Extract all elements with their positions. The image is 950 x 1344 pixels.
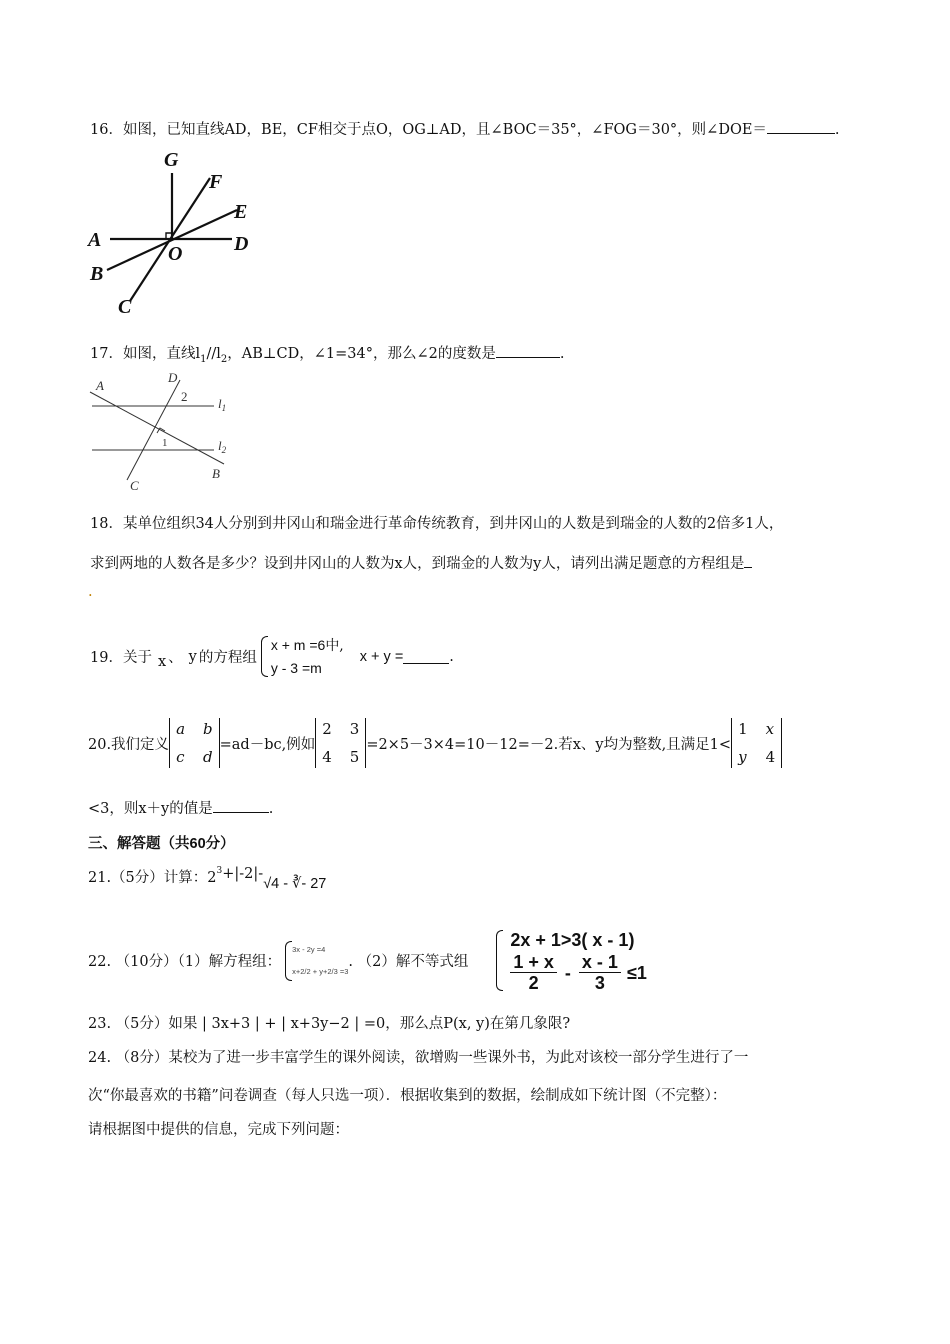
answer-blank xyxy=(213,798,269,813)
q17-text: 17．如图，直线$l_1//l_2$，AB⊥CD，∠1=34°，那么∠2的度数是 . xyxy=(90,342,564,365)
label-g: G xyxy=(164,149,179,171)
q21-text: 21.（5分）计算：2 $^3$ +|-2|- √4 - ∛- 27 xyxy=(88,866,327,892)
q19-text: 19．关于 x 、 y 的方程组 x + m =6中, y - 3 =m x + y = . xyxy=(90,634,454,679)
line-cd xyxy=(127,380,180,480)
q20-text: 20.我们定义 a b c d =ad－bc,例如 2 3 4 5 =2×5－3×4=10－12=－2.若x、y均为整数,且满足1< 1 x y 4 xyxy=(88,718,782,768)
q23-text: 23. （5分）如果 | 3x+3 | + | x+3y−2 | =0，那么点P(x, y)在第几象限? xyxy=(88,1016,571,1032)
q18-line3: . xyxy=(88,584,93,600)
q18-line2: 求到两地的人数各是多少？设到井冈山的人数为x人，到瑞金的人数为y人，请列出满足题意的方程组是 xyxy=(90,552,752,573)
answer-blank xyxy=(744,553,752,568)
line-ab xyxy=(90,392,227,464)
label-d: D xyxy=(168,370,178,385)
label-angle-2: 2 xyxy=(181,389,188,404)
q24-line1: 24. （8分）某校为了进一步丰富学生的课外阅读，欲增购一些课外书，为此对该校一部分学生进行了一 xyxy=(88,1050,749,1066)
label-b: B xyxy=(90,263,104,285)
section-title: 三、解答题（共60分） xyxy=(88,836,235,852)
determinant-example: 2 3 4 5 xyxy=(315,718,366,768)
label-angle-1: 1 xyxy=(162,437,168,449)
q24-line2: 次“你最喜欢的书籍”问卷调查（每人只选一项）．根据收集到的数据，绘制成如下统计图（不完整）： xyxy=(88,1088,727,1104)
label-d: D xyxy=(234,233,249,255)
label-o: O xyxy=(168,243,183,265)
q24-line3: 请根据图中提供的信息，完成下列问题： xyxy=(88,1122,349,1138)
label-a: A xyxy=(88,229,102,251)
q22-text: 22. （10分）（1）解方程组： 3x - 2y =4 x+2/2 + y+2/3 =3 . （2）解不等式组 2x + 1>3( x - 1) $\frac{1 + x}{2}$ - $\frac{x - 1}{3}$ ≤1 xyxy=(88,930,647,993)
label-b: B xyxy=(212,466,220,481)
q16-figure xyxy=(82,148,272,318)
label-c: C xyxy=(118,296,132,318)
label-l1: $l_1$ xyxy=(218,396,227,413)
label-f: F xyxy=(209,171,223,193)
determinant-definition: a b c d xyxy=(169,718,220,768)
equation-system: x + m =6中, y - 3 =m xyxy=(261,634,344,679)
answer-blank xyxy=(403,649,449,664)
answer-blank xyxy=(767,119,835,134)
q17-figure xyxy=(82,370,252,495)
root-expression: √4 - ∛- 27 xyxy=(263,876,327,892)
label-e: E xyxy=(234,201,248,223)
q18-line1: 18．某单位组织34人分别到井冈山和瑞金进行革命传统教育，到井冈山的人数是到瑞金的人数的2倍多1人， xyxy=(90,516,784,532)
inequality-system: 2x + 1>3( x - 1) $\frac{1 + x}{2}$ - $\frac{x - 1}{3}$ ≤1 xyxy=(496,928,646,993)
answer-blank xyxy=(496,343,560,358)
q16-text: 16．如图，已知直线AD，BE，CF相交于点O，OG⊥AD，且∠BOC＝35°，∠FOG＝30°，则∠DOE＝ . xyxy=(90,118,840,139)
label-a: A xyxy=(96,378,104,393)
equation-system-tiny: 3x - 2y =4 x+2/2 + y+2/3 =3 xyxy=(285,939,348,983)
q20-line2: <3，则x＋y的值是 . xyxy=(88,797,273,818)
label-c: C xyxy=(130,478,139,493)
label-l2: $l_2$ xyxy=(218,438,227,455)
determinant-condition: 1 x y 4 xyxy=(731,718,782,768)
